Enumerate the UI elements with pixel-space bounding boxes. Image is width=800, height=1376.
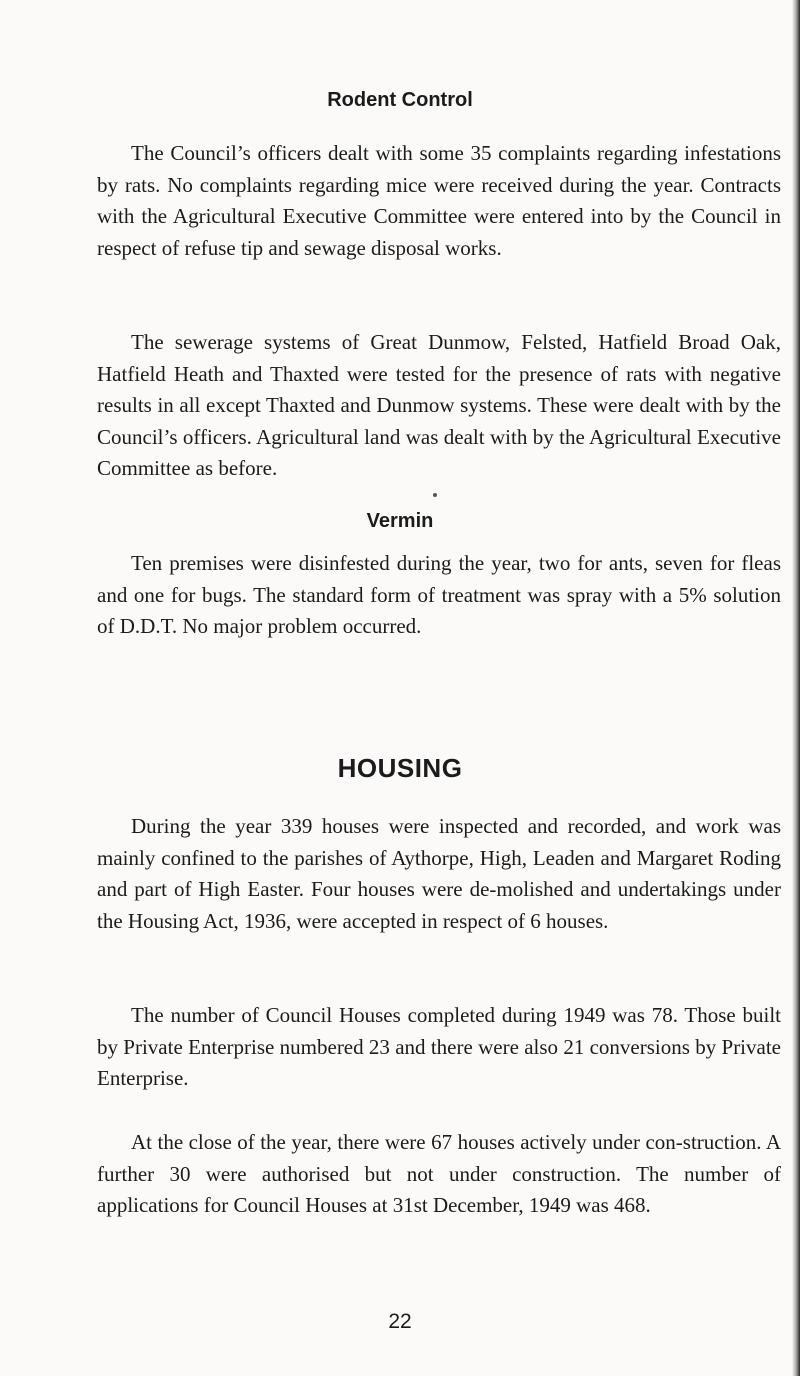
- paragraph-houses-under-construction: At the close of the year, there were 67 houses actively under con-struction. A further 30 were authorised but not under construction. The number of applications for Council Houses at 31st December, 1949 was 468.: [97, 1130, 781, 1217]
- paragraph-housing-inspections: During the year 339 houses were inspected and recorded, and work was mainly confined to the parishes of Aythorpe, High, Leaden and Margaret Roding and part of High Easter. Four houses were de-molished and undertakings under the Housing Act, 1936, were accepted in respect of 6 houses.: [97, 814, 781, 933]
- paragraph-rodent-complaints: The Council’s officers dealt with some 35 complaints regarding infestations by rats. No complaints regarding mice were received during the year. Contracts with the Agricultural Executive Committee were entered into by the Council in respect of refuse tip and sewage disposal works.: [97, 141, 781, 260]
- page-edge-shadow: [792, 0, 800, 1376]
- section-heading-housing: HOUSING: [337, 753, 463, 783]
- page-number: 22: [388, 1310, 412, 1333]
- section-heading-rodent-control: Rodent Control: [327, 89, 473, 111]
- paragraph-council-houses-completed: The number of Council Houses completed during 1949 was 78. Those built by Private Enterprise numbered 23 and there were also 21 conversions by Private Enterprise.: [97, 1003, 781, 1090]
- paragraph-sewerage-systems: The sewerage systems of Great Dunmow, Felsted, Hatfield Broad Oak, Hatfield Heath and Thaxted were tested for the presence of rats with negative results in all except Thaxted and Dunmow systems. These were dealt with by the Council’s officers. Agricultural land was dealt with by the Agricultural Executive Committee as before.: [97, 330, 781, 480]
- section-heading-vermin: Vermin: [366, 510, 434, 532]
- print-speck: [433, 493, 437, 497]
- paragraph-vermin-disinfestation: Ten premises were disinfested during the year, two for ants, seven for fleas and one for bugs. The standard form of treatment was spray with a 5% solution of D.D.T. No major problem occurred.: [97, 551, 781, 638]
